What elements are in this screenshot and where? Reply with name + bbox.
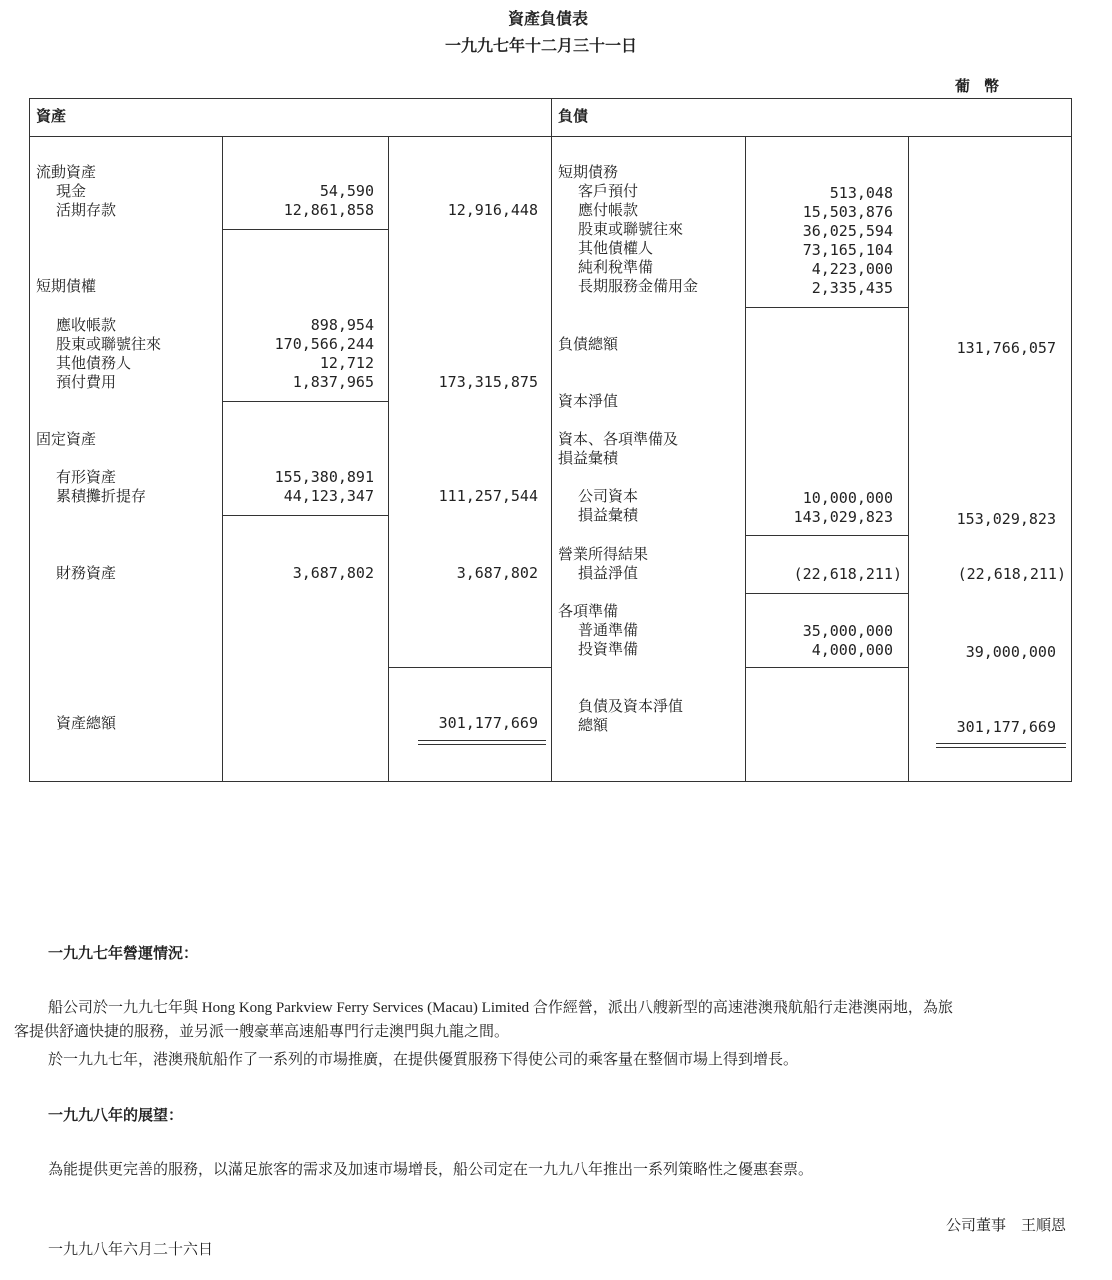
reserves-title: 各項準備 [558, 602, 619, 620]
current-assets-title: 流動資產 [36, 163, 97, 181]
receivables-title: 短期債權 [36, 277, 97, 295]
retained-earnings-label: 損益彙積 [578, 506, 639, 524]
column-divider [551, 99, 552, 781]
director-signature: 公司董事 王順恩 [946, 1218, 1067, 1234]
company-capital-label: 公司資本 [578, 487, 639, 505]
capital-reserves-title-line2: 損益彙積 [558, 449, 619, 467]
signature-date: 一九九八年六月二十六日 [48, 1242, 214, 1258]
balance-sheet-table [29, 98, 1072, 782]
prepaid-value: 1,837,965 [292, 373, 374, 391]
fixed-assets-total: 111,257,544 [438, 487, 538, 505]
total-assets-label: 資產總額 [56, 714, 117, 732]
shareholders-payable-label: 股東或聯號往來 [578, 220, 684, 238]
operations-paragraph-line1: 船公司於一九九七年與 Hong Kong Parkview Ferry Services (Macau) Limited 合作經營，派出八艘新型的高速港澳飛航船行走港澳兩地，為旅 [48, 1000, 953, 1016]
tangible-assets-label: 有形資產 [56, 468, 117, 486]
net-result-value: (22,618,211) [793, 565, 902, 583]
outlook-heading: 一九九八年的展望： [48, 1106, 184, 1124]
subtotal-rule [222, 515, 388, 516]
column-divider [388, 136, 389, 781]
operations-heading: 一九九七年營運情況： [48, 944, 199, 962]
liabilities-header: 負債 [558, 107, 589, 125]
column-divider [745, 136, 746, 781]
grand-total-double-rule [936, 743, 1066, 748]
long-service-fund-label: 長期服務金備用金 [578, 277, 699, 295]
operations-paragraph-2: 於一九九七年，港澳飛航船作了一系列的市場推廣，在提供優質服務下得使公司的乘客量在整個市場上得到增長。 [48, 1052, 799, 1068]
investment-reserve-value: 4,000,000 [811, 641, 893, 659]
net-result-total: (22,618,211) [957, 565, 1066, 583]
receivables-total: 173,315,875 [438, 373, 538, 391]
company-capital-value: 10,000,000 [802, 489, 893, 507]
accounts-receivable-label: 應收帳款 [56, 316, 117, 334]
subtotal-rule [222, 229, 388, 230]
net-result-label: 損益淨值 [578, 564, 639, 582]
other-creditors-label: 其他債權人 [578, 239, 654, 257]
short-term-liabilities-title: 短期債務 [558, 163, 619, 181]
profit-tax-reserve-label: 純利稅準備 [578, 258, 654, 276]
outlook-paragraph: 為能提供更完善的服務，以滿足旅客的需求及加速市場增長，船公司定在一九九八年推出一系列策略性之優惠套票。 [48, 1162, 814, 1178]
shareholders-receivable-label: 股東或聯號往來 [56, 335, 162, 353]
cash-value: 54,590 [319, 182, 374, 200]
profit-tax-reserve-value: 4,223,000 [811, 260, 893, 278]
column-divider [908, 136, 909, 781]
shareholders-receivable-value: 170,566,244 [274, 335, 374, 353]
shareholders-payable-value: 36,025,594 [802, 222, 893, 240]
current-assets-total: 12,916,448 [447, 201, 538, 219]
currency-label: 葡幣 [955, 77, 1014, 95]
document-title: 資產負債表 [508, 9, 589, 28]
depreciation-value: 44,123,347 [283, 487, 374, 505]
subtotal-rule [745, 593, 908, 594]
demand-deposit-value: 12,861,858 [283, 201, 374, 219]
general-reserve-value: 35,000,000 [802, 622, 893, 640]
total-double-rule [418, 740, 546, 745]
accounts-receivable-value: 898,954 [310, 316, 374, 334]
document-date: 一九九七年十二月三十一日 [445, 36, 638, 55]
retained-earnings-value: 143,029,823 [793, 508, 893, 526]
demand-deposit-label: 活期存款 [56, 201, 117, 219]
total-liabilities-value: 131,766,057 [956, 339, 1056, 357]
net-equity-title: 資本淨值 [558, 392, 619, 410]
total-liabilities-label: 負債總額 [558, 335, 619, 353]
subtotal-rule [745, 535, 908, 536]
column-divider [222, 136, 223, 781]
cash-label: 現金 [56, 182, 87, 200]
operating-result-title: 營業所得結果 [558, 545, 649, 563]
total-assets-value: 301,177,669 [438, 714, 538, 732]
grand-total-value: 301,177,669 [956, 718, 1056, 736]
capital-reserves-total: 153,029,823 [956, 510, 1056, 528]
accounts-payable-label: 應付帳款 [578, 201, 639, 219]
reserves-total: 39,000,000 [965, 643, 1056, 661]
subtotal-rule [222, 401, 388, 402]
assets-header: 資產 [36, 107, 67, 125]
long-service-fund-value: 2,335,435 [811, 279, 893, 297]
financial-assets-label: 財務資產 [56, 564, 117, 582]
customer-advances-label: 客戶預付 [578, 182, 639, 200]
financial-assets-value: 3,687,802 [292, 564, 374, 582]
subtotal-rule [745, 667, 908, 668]
fixed-assets-title: 固定資產 [36, 430, 97, 448]
accounts-payable-value: 15,503,876 [802, 203, 893, 221]
investment-reserve-label: 投資準備 [578, 640, 639, 658]
customer-advances-value: 513,048 [829, 184, 893, 202]
other-debtors-value: 12,712 [319, 354, 374, 372]
operations-paragraph-line2: 客提供舒適快捷的服務，並另派一艘豪華高速船專門行走澳門與九龍之間。 [14, 1024, 510, 1040]
other-debtors-label: 其他債務人 [56, 354, 132, 372]
capital-reserves-title: 資本、各項準備及 [558, 430, 679, 448]
grand-total-label: 負債及資本淨值 [578, 697, 684, 715]
subtotal-rule [388, 667, 551, 668]
depreciation-label: 累積攤折提存 [56, 487, 147, 505]
financial-assets-total: 3,687,802 [456, 564, 538, 582]
subtotal-rule [745, 307, 908, 308]
other-creditors-value: 73,165,104 [802, 241, 893, 259]
general-reserve-label: 普通準備 [578, 621, 639, 639]
prepaid-label: 預付費用 [56, 373, 117, 391]
tangible-assets-value: 155,380,891 [274, 468, 374, 486]
grand-total-label-line2: 總額 [578, 716, 609, 734]
